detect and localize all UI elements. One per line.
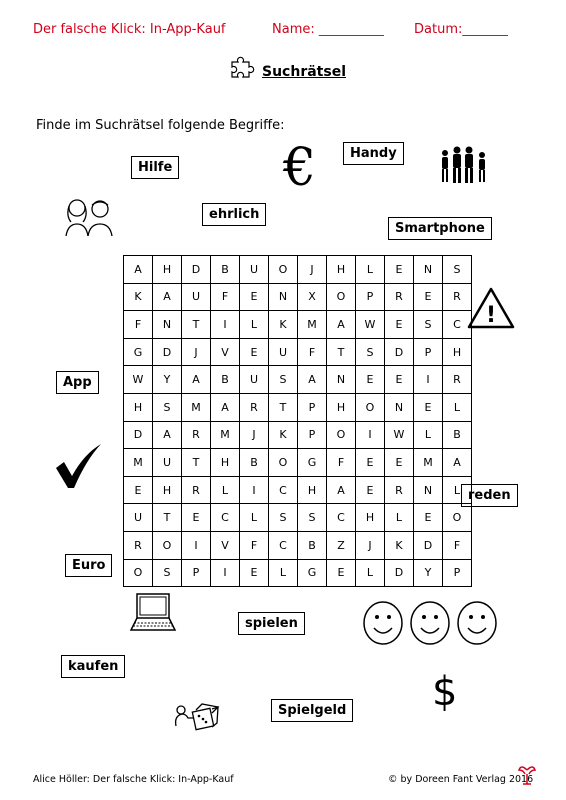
grid-cell: N (414, 256, 443, 284)
grid-cell: N (153, 311, 182, 339)
grid-cell: Y (414, 559, 443, 587)
grid-row (124, 393, 472, 421)
grid-row (124, 449, 472, 477)
grid-cell: L (211, 476, 240, 504)
grid-cell: N (385, 393, 414, 421)
grid-cell: I (211, 311, 240, 339)
grid-row (124, 256, 472, 284)
grid-cell: E (385, 311, 414, 339)
grid-cell: V (211, 531, 240, 559)
grid-cell: J (356, 531, 385, 559)
footer-copyright: © by Doreen Fant Verlag 2016 (388, 774, 534, 785)
grid-cell: N (327, 366, 356, 394)
grid-cell: K (385, 531, 414, 559)
word-box-handy: Handy (343, 142, 404, 165)
grid-cell: P (414, 338, 443, 366)
grid-cell: T (327, 338, 356, 366)
grid-cell: O (269, 449, 298, 477)
grid-cell: R (443, 366, 472, 394)
grid-cell: R (385, 283, 414, 311)
grid-cell: E (385, 449, 414, 477)
grid-cell: K (269, 311, 298, 339)
grid-cell: A (182, 366, 211, 394)
grid-cell: W (124, 366, 153, 394)
word-box-euro: Euro (65, 554, 112, 577)
warning-mark: ! (485, 303, 497, 328)
grid-cell: B (298, 531, 327, 559)
grid-cell: E (356, 476, 385, 504)
grid-cell: E (385, 256, 414, 284)
grid-cell: P (356, 283, 385, 311)
grid-cell: O (356, 393, 385, 421)
grid-cell: H (327, 393, 356, 421)
grid-cell: O (124, 559, 153, 587)
footer-author: Alice Höller: Der falsche Klick: In-App-Kauf (33, 774, 234, 785)
grid-cell: T (269, 393, 298, 421)
grid-cell: B (443, 421, 472, 449)
grid-cell: H (124, 393, 153, 421)
grid-cell: J (298, 256, 327, 284)
grid-cell: O (269, 256, 298, 284)
grid-cell: B (211, 366, 240, 394)
grid-cell: D (385, 559, 414, 587)
grid-cell: I (356, 421, 385, 449)
grid-cell: L (240, 311, 269, 339)
grid-row (124, 338, 472, 366)
grid-cell: N (414, 476, 443, 504)
grid-cell: L (443, 476, 472, 504)
dollar-symbol-icon: $ (432, 669, 458, 715)
grid-cell: I (240, 476, 269, 504)
grid-cell: T (153, 504, 182, 532)
grid-cell: C (211, 504, 240, 532)
grid-cell: Y (153, 366, 182, 394)
grid-cell: M (211, 421, 240, 449)
grid-cell: E (385, 366, 414, 394)
grid-cell: U (269, 338, 298, 366)
grid-cell: S (356, 338, 385, 366)
grid-cell: E (124, 476, 153, 504)
grid-cell: R (443, 283, 472, 311)
grid-cell: M (298, 311, 327, 339)
grid-cell: W (356, 311, 385, 339)
grid-cell: U (124, 504, 153, 532)
grid-cell: T (182, 449, 211, 477)
warning-triangle-icon (466, 286, 516, 330)
grid-cell: F (443, 531, 472, 559)
grid-cell: B (211, 256, 240, 284)
grid-cell: E (414, 283, 443, 311)
grid-cell: F (211, 283, 240, 311)
grid-cell: H (211, 449, 240, 477)
grid-cell: K (124, 283, 153, 311)
grid-cell: L (414, 421, 443, 449)
word-box-smartphone: Smartphone (388, 217, 492, 240)
grid-cell: E (240, 283, 269, 311)
grid-cell: U (240, 366, 269, 394)
grid-cell: H (153, 256, 182, 284)
grid-cell: R (182, 476, 211, 504)
grid-cell: Z (327, 531, 356, 559)
grid-cell: G (124, 338, 153, 366)
grid-cell: M (414, 449, 443, 477)
euro-symbol-icon: € (283, 138, 317, 198)
grid-cell: O (153, 531, 182, 559)
grid-cell: G (298, 559, 327, 587)
grid-cell: D (182, 256, 211, 284)
word-box-spielgeld: Spielgeld (271, 699, 353, 722)
checkmark-icon (54, 442, 104, 490)
game-dice-icon (172, 700, 222, 736)
grid-cell: S (153, 393, 182, 421)
grid-row (124, 311, 472, 339)
word-box-kaufen: kaufen (61, 655, 125, 678)
grid-cell: D (124, 421, 153, 449)
instruction-text: Finde im Suchrätsel folgende Begriffe: (36, 118, 285, 133)
grid-cell: I (211, 559, 240, 587)
grid-cell: F (327, 449, 356, 477)
grid-cell: C (327, 504, 356, 532)
grid-cell: I (414, 366, 443, 394)
grid-cell: I (182, 531, 211, 559)
grid-cell: G (298, 449, 327, 477)
word-search-grid (123, 255, 472, 587)
grid-cell: P (182, 559, 211, 587)
grid-cell: A (153, 283, 182, 311)
grid-cell: A (153, 421, 182, 449)
grid-cell: K (269, 421, 298, 449)
grid-cell: A (124, 256, 153, 284)
grid-cell: P (298, 421, 327, 449)
puzzle-icon (229, 55, 257, 79)
grid-row (124, 366, 472, 394)
grid-cell: D (385, 338, 414, 366)
grid-cell: R (124, 531, 153, 559)
grid-cell: O (327, 421, 356, 449)
grid-cell: L (443, 393, 472, 421)
grid-cell: M (124, 449, 153, 477)
grid-cell: S (298, 504, 327, 532)
worksheet-header-title: Der falsche Klick: In-App-Kauf (33, 22, 226, 37)
grid-cell: R (385, 476, 414, 504)
grid-cell: C (443, 311, 472, 339)
word-box-reden: reden (461, 484, 518, 507)
grid-row (124, 283, 472, 311)
grid-cell: A (327, 476, 356, 504)
grid-row (124, 531, 472, 559)
grid-cell: E (356, 366, 385, 394)
grid-cell: V (211, 338, 240, 366)
grid-cell: S (443, 256, 472, 284)
grid-cell: A (443, 449, 472, 477)
grid-cell: L (356, 256, 385, 284)
grid-cell: M (182, 393, 211, 421)
grid-cell: S (269, 504, 298, 532)
grid-cell: B (240, 449, 269, 477)
grid-cell: H (298, 476, 327, 504)
grid-cell: L (240, 504, 269, 532)
grid-cell: L (269, 559, 298, 587)
grid-cell: F (124, 311, 153, 339)
grid-cell: A (327, 311, 356, 339)
grid-cell: F (240, 531, 269, 559)
grid-cell: E (240, 559, 269, 587)
grid-cell: S (269, 366, 298, 394)
grid-cell: X (298, 283, 327, 311)
grid-cell: E (240, 338, 269, 366)
smiley-faces-icon (362, 600, 498, 646)
children-icon (62, 194, 116, 238)
grid-cell: N (269, 283, 298, 311)
grid-cell: H (327, 256, 356, 284)
grid-row (124, 559, 472, 587)
grid-cell: R (240, 393, 269, 421)
worksheet-title: Suchrätsel (262, 64, 346, 80)
grid-cell: J (240, 421, 269, 449)
grid-cell: J (182, 338, 211, 366)
grid-cell: R (182, 421, 211, 449)
grid-cell: U (240, 256, 269, 284)
grid-cell: P (298, 393, 327, 421)
name-field-label: Name: __________ (272, 22, 384, 37)
grid-cell: E (414, 393, 443, 421)
grid-cell: U (182, 283, 211, 311)
grid-cell: T (182, 311, 211, 339)
grid-row (124, 504, 472, 532)
grid-cell: E (356, 449, 385, 477)
family-icon (438, 144, 490, 184)
grid-cell: E (182, 504, 211, 532)
word-box-app: App (56, 371, 99, 394)
grid-cell: E (414, 504, 443, 532)
word-box-ehrlich: ehrlich (202, 203, 266, 226)
grid-cell: C (269, 531, 298, 559)
laptop-icon (129, 592, 177, 634)
word-box-spielen: spielen (238, 612, 305, 635)
grid-cell: D (414, 531, 443, 559)
grid-cell: O (327, 283, 356, 311)
grid-row (124, 476, 472, 504)
grid-cell: C (269, 476, 298, 504)
publisher-logo-icon (517, 764, 537, 786)
grid-cell: H (356, 504, 385, 532)
grid-cell: U (153, 449, 182, 477)
grid-cell: L (356, 559, 385, 587)
grid-cell: A (298, 366, 327, 394)
grid-cell: F (298, 338, 327, 366)
grid-cell: A (211, 393, 240, 421)
grid-cell: L (385, 504, 414, 532)
date-field-label: Datum:_______ (414, 22, 508, 37)
grid-cell: D (153, 338, 182, 366)
grid-cell: W (385, 421, 414, 449)
grid-cell: H (443, 338, 472, 366)
grid-cell: S (153, 559, 182, 587)
grid-cell: S (414, 311, 443, 339)
grid-cell: E (327, 559, 356, 587)
grid-cell: P (443, 559, 472, 587)
grid-cell: O (443, 504, 472, 532)
grid-cell: H (153, 476, 182, 504)
grid-row (124, 421, 472, 449)
word-box-hilfe: Hilfe (131, 156, 179, 179)
